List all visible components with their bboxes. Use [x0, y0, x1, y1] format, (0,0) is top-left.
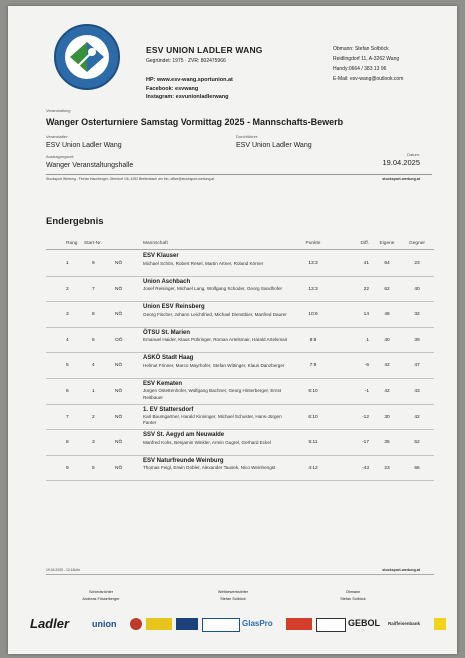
club-emblem-icon	[56, 26, 118, 88]
diff: -17	[362, 440, 369, 446]
opp-score: 52	[414, 440, 420, 446]
start-nr: 6	[92, 337, 95, 343]
event-date: 19.04.2025	[382, 158, 420, 167]
points: 5:11	[308, 440, 318, 446]
team-name: ASKÖ Stadt Haag	[143, 355, 194, 362]
contact-email: E-Mail: esv-wang@outlook.com	[333, 76, 404, 82]
opp-score: 42	[414, 414, 420, 420]
rank: 5	[66, 363, 69, 369]
rank: 4	[66, 337, 69, 343]
col-rank: Rang	[66, 241, 78, 246]
team-players: Josef Reisinger, Michael Lang, Wolfgang Schoder, Georg Sandhofer	[143, 286, 283, 292]
points: 4:12	[308, 465, 318, 471]
contact-chair: Obmann: Stefan Solböck	[333, 46, 389, 52]
event-label: Veranstaltung	[46, 108, 71, 113]
points: 6:10	[308, 388, 318, 394]
own-score: 62	[384, 286, 390, 292]
region: NÖ	[115, 388, 123, 394]
rank: 8	[66, 440, 69, 446]
event-title: Wanger Osterturniere Samstag Vormittag 2025 - Mannschafts-Bewerb	[46, 117, 344, 127]
sponsor-badge-icon	[130, 618, 142, 630]
points: 10:6	[308, 312, 318, 318]
table-row	[46, 251, 434, 277]
table-row	[46, 456, 434, 482]
footer-divider	[46, 574, 434, 575]
team-players: Helmut Frinner, Marco Mayrhofer, Stefan Wittinger, Klaus Danzberger	[143, 362, 285, 368]
col-opp: Gegner	[409, 241, 425, 246]
region: NÖ	[115, 440, 123, 446]
team-name: ESV Klauser	[143, 253, 179, 259]
col-own: Eigene	[379, 241, 395, 246]
region: OÖ	[115, 337, 123, 343]
team-name: SSV St. Aegyd am Neuwalde	[143, 432, 225, 439]
results-heading: Endergebnis	[46, 216, 104, 227]
referee-signature	[56, 589, 146, 603]
start-nr: 7	[92, 286, 95, 292]
diff: -43	[362, 465, 369, 471]
diff: 22	[363, 286, 369, 292]
sponsor-logo-icon	[202, 618, 240, 632]
rank: 7	[66, 414, 69, 420]
company-site: stocksport-wertung.at	[382, 177, 420, 181]
club-logo	[54, 24, 120, 90]
points: 7:9	[309, 363, 317, 369]
own-score: 42	[384, 388, 390, 394]
club-homepage-link[interactable]: HP: www.esv-wang.sportunion.at	[146, 77, 233, 83]
raiffeisen-icon	[434, 618, 446, 630]
executor-value: ESV Union Ladler Wang	[236, 142, 312, 149]
diff: 14	[363, 312, 369, 318]
footer-site: stocksport-wertung.at	[382, 568, 420, 572]
sponsor-gebol: GEBOL	[348, 618, 381, 628]
own-score: 30	[384, 414, 390, 420]
results-table	[46, 251, 434, 481]
rank: 1	[66, 261, 69, 266]
region: NÖ	[115, 261, 123, 266]
sponsor-logo-icon	[176, 618, 198, 630]
team-players: Georg Fischer, Johann Leichtfried, Michael Dienstbier, Manfred Daurer	[143, 311, 287, 317]
team-players: Karl Baumgartner, Harald Kinninger, Michael Schuster, Hans-Jürgen Fanter	[143, 414, 282, 426]
venue-value: Wanger Veranstaltungshalle	[46, 162, 134, 169]
chair-signature	[308, 589, 398, 603]
team-name: ESV Kematen	[143, 380, 183, 387]
diff: -12	[362, 414, 369, 420]
diff: -1	[364, 388, 369, 394]
diff: 1	[366, 337, 369, 343]
venue-label: Austragungsort:	[46, 154, 75, 159]
start-nr: 8	[92, 312, 95, 318]
print-timestamp: 19.04.2025 - 12:16Uhr	[46, 568, 80, 572]
date-label: Datum:	[407, 152, 420, 157]
results-table-header	[46, 239, 434, 250]
rank: 9	[66, 465, 69, 471]
start-nr: 4	[92, 363, 95, 369]
chair-name: Stefan Solböck	[340, 597, 366, 601]
executor-label: Durchführer:	[236, 134, 259, 139]
team-players: Emanuel Haider, Klaus Pühringer, Roman Artelsmair, Harald Artelsmair	[143, 337, 288, 343]
region: NÖ	[115, 286, 123, 292]
points: 13:3	[308, 286, 318, 292]
region: NÖ	[115, 363, 123, 369]
own-score: 64	[384, 261, 390, 266]
points: 13:3	[308, 261, 318, 266]
diff: 41	[363, 261, 369, 266]
own-score: 35	[384, 440, 390, 446]
table-row	[46, 302, 434, 328]
start-nr: 1	[92, 388, 95, 394]
col-team: Mannschaft	[143, 241, 168, 246]
opp-score: 40	[414, 286, 420, 292]
sponsor-logo-icon	[146, 618, 172, 630]
team-name: 1. EV Stattersdorf	[143, 406, 194, 413]
own-score: 23	[384, 465, 390, 471]
sponsor-bar	[30, 613, 450, 635]
opp-score: 23	[414, 261, 420, 266]
opp-score: 43	[414, 388, 420, 394]
team-players: Thomas Feigl, Erwin Dobler, Alexander Tausek, Nico Weinhengst	[143, 465, 276, 471]
region: NÖ	[115, 414, 123, 420]
team-players: Jürgen Ostettenhofer, Wolfgang Bachner, Georg Hinterberger, Ernst Reitbauer	[143, 388, 282, 400]
organizer-value: ESV Union Ladler Wang	[46, 142, 122, 149]
organizer-label: Veranstalter:	[46, 134, 69, 139]
points: 6:10	[308, 414, 318, 420]
sponsor-raiffeisen: Raiffeisenbank	[388, 621, 421, 626]
contact-block	[333, 44, 403, 84]
team-name: Union Aschbach	[143, 278, 191, 285]
table-row	[46, 277, 434, 303]
start-nr: 5	[92, 465, 95, 471]
referee-name: Andreas Füsselberger	[82, 597, 120, 601]
start-nr: 3	[92, 440, 95, 446]
rank: 3	[66, 312, 69, 318]
region: NÖ	[115, 465, 123, 471]
manager-label: Wettbewerbsleiter	[217, 590, 249, 594]
table-row	[46, 379, 434, 405]
opp-score: 32	[414, 312, 420, 318]
divider	[46, 174, 432, 175]
table-row	[46, 430, 434, 456]
referee-label: Schiedsrichter	[88, 590, 114, 594]
sponsor-ladler: Ladler	[30, 616, 70, 631]
sponsor-logo-icon	[316, 618, 346, 632]
team-name: ÖTSU St. Marien	[143, 329, 191, 336]
col-diff: Diff.	[360, 241, 369, 246]
own-score: 40	[384, 337, 390, 343]
club-links	[146, 76, 233, 102]
col-points: Punkte	[305, 241, 321, 246]
own-score: 46	[384, 312, 390, 318]
company-line: Stocksport Wertung - Florian Haunberger, Oberdorf 1/6, 4252 Breitenbach am Inn, office@stocksport-wertung.at	[46, 177, 215, 181]
sponsor-glaspro: GlasPro	[242, 619, 273, 628]
opp-score: 39	[414, 337, 420, 343]
club-founded: Gegründet: 1975 · ZVR: 802475966	[146, 58, 226, 64]
sponsor-union: union	[92, 619, 117, 629]
club-facebook: Facebook: esvwang	[146, 85, 199, 92]
team-name: Union ESV Reinsberg	[143, 304, 205, 311]
rank: 6	[66, 388, 69, 394]
manager-signature	[188, 589, 278, 603]
table-row	[46, 405, 434, 431]
team-players: Manfred Kohs, Benjamin Winkler, Armin Gugrel, Gerhard Eckel	[143, 439, 271, 445]
points: 8:8	[309, 337, 317, 343]
col-start: Start-Nr.	[84, 241, 102, 246]
chair-label: Obmann	[345, 590, 361, 594]
team-players: Michael Schön, Robert Resel, Martin Artner, Roland Körner	[143, 260, 264, 266]
team-name: ESV Naturfreunde Weinburg	[143, 457, 224, 464]
result-sheet	[8, 6, 457, 654]
table-row	[46, 353, 434, 379]
opp-score: 47	[414, 363, 420, 369]
contact-phone: Handy:0664 / 383 13 96	[333, 66, 387, 72]
opp-score: 66	[414, 465, 420, 471]
diff: -5	[364, 363, 369, 369]
rank: 2	[66, 286, 69, 292]
club-instagram: Instagram: esvunionladlerwang	[146, 94, 229, 100]
start-nr: 9	[92, 261, 95, 266]
region: NÖ	[115, 312, 123, 318]
club-name: ESV UNION LADLER WANG	[146, 45, 263, 55]
start-nr: 2	[92, 414, 95, 420]
manager-name: Stefan Solböck	[220, 597, 246, 601]
sponsor-logo-icon	[286, 618, 312, 630]
contact-street: Reidlingdorf 11, A-3262 Wang	[333, 56, 400, 62]
own-score: 42	[384, 363, 390, 369]
table-row	[46, 328, 434, 354]
